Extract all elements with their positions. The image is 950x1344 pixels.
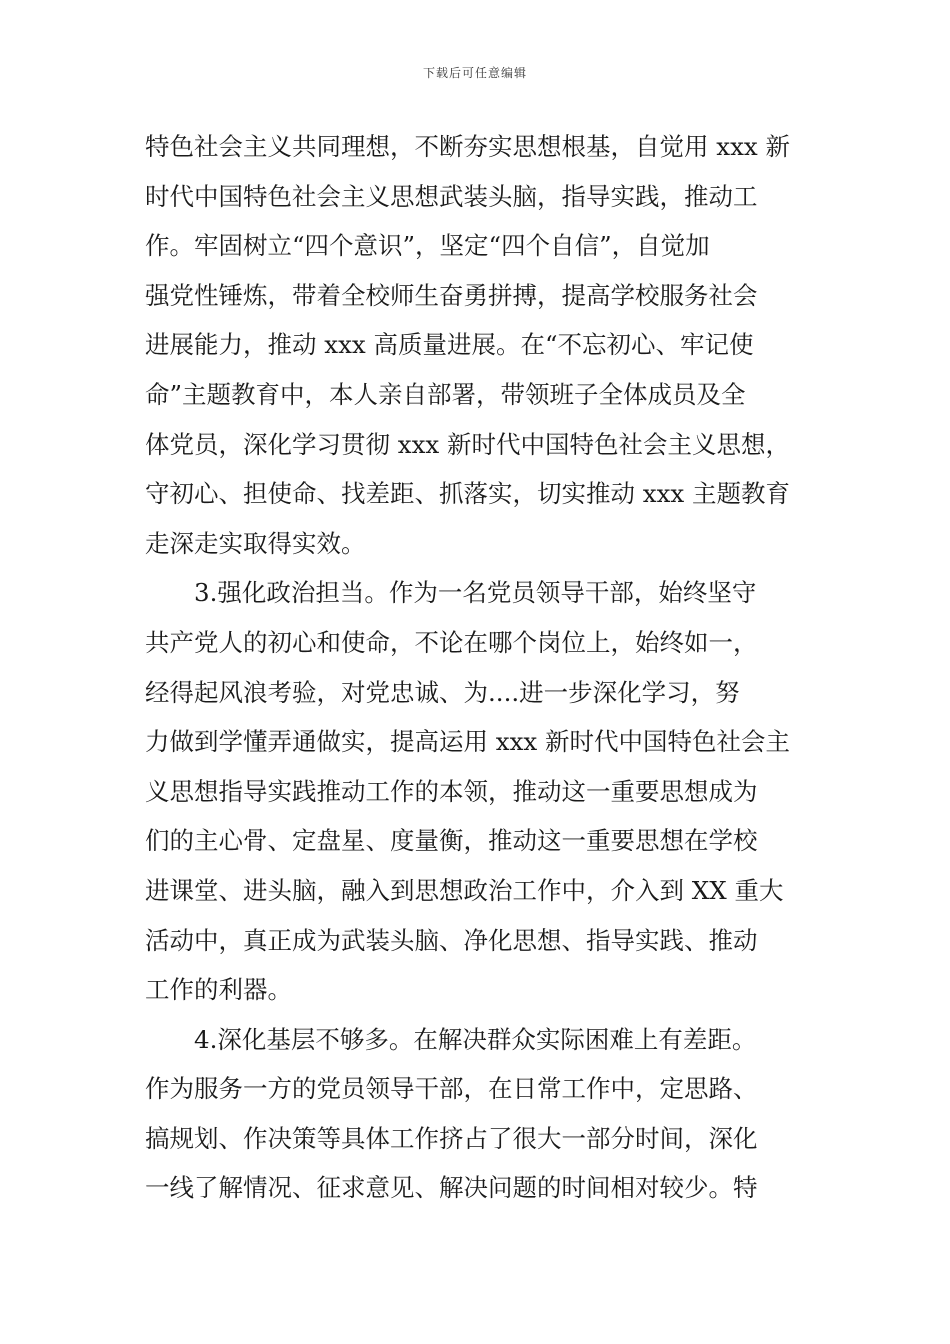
paragraph-4-start: 4.深化基层不够多。在解决群众实际困难上有差距。 — [145, 1024, 757, 1054]
text-line: 力做到学懂弄通做实，提高运用 xxx 新时代中国特色社会主 — [145, 727, 791, 757]
page-header: 下载后可任意编辑 — [422, 66, 527, 80]
text-line: 时代中国特色社会主义思想武装头脑，指导实践，推动工 — [145, 181, 758, 211]
text-line: 们的主心骨、定盘星、度量衡，推动这一重要思想在学校 — [145, 826, 758, 856]
text-line: 命”主题教育中，本人亲自部署，带领班子全体成员及全 — [145, 379, 746, 409]
paragraph-3-start: 3.强化政治担当。作为一名党员领导干部，始终坚守 — [145, 578, 757, 608]
text-line: 搞规划、作决策等具体工作挤占了很大一部分时间，深化 — [145, 1123, 758, 1153]
text-line: 义思想指导实践推动工作的本领，推动这一重要思想成为 — [145, 776, 758, 806]
text-line: 强党性锤炼，带着全校师生奋勇拼搏，提高学校服务社会 — [145, 280, 758, 310]
text-line: 经得起风浪考验，对党忠诚、为....进一步深化学习，努 — [145, 677, 740, 707]
text-line: 工作的利器。 — [145, 975, 292, 1005]
text-line: 作为服务一方的党员领导干部，在日常工作中，定思路、 — [145, 1074, 758, 1104]
text-line: 特色社会主义共同理想，不断夯实思想根基，自觉用 xxx 新 — [145, 132, 791, 161]
text-line: 共产党人的初心和使命，不论在哪个岗位上，始终如一， — [145, 627, 758, 657]
text-line: 进展能力，推动 xxx 高质量进展。在“不忘初心、牢记使 — [145, 330, 754, 360]
text-line: 体党员，深化学习贯彻 xxx 新时代中国特色社会主义思想， — [145, 429, 791, 459]
text-line: 进课堂、进头脑，融入到思想政治工作中，介入到 XX 重大 — [145, 875, 784, 905]
text-line: 一线了解情况、征求意见、解决问题的时间相对较少。特 — [145, 1173, 758, 1203]
text-line: 走深走实取得实效。 — [145, 528, 366, 558]
text-line: 作。牢固树立“四个意识”，坚定“四个自信”，自觉加 — [145, 231, 710, 261]
document-body — [145, 122, 807, 1213]
text-line: 守初心、担使命、找差距、抓落实，切实推动 xxx 主题教育 — [145, 479, 791, 509]
text-line: 活动中，真正成为武装头脑、净化思想、指导实践、推动 — [145, 925, 758, 955]
